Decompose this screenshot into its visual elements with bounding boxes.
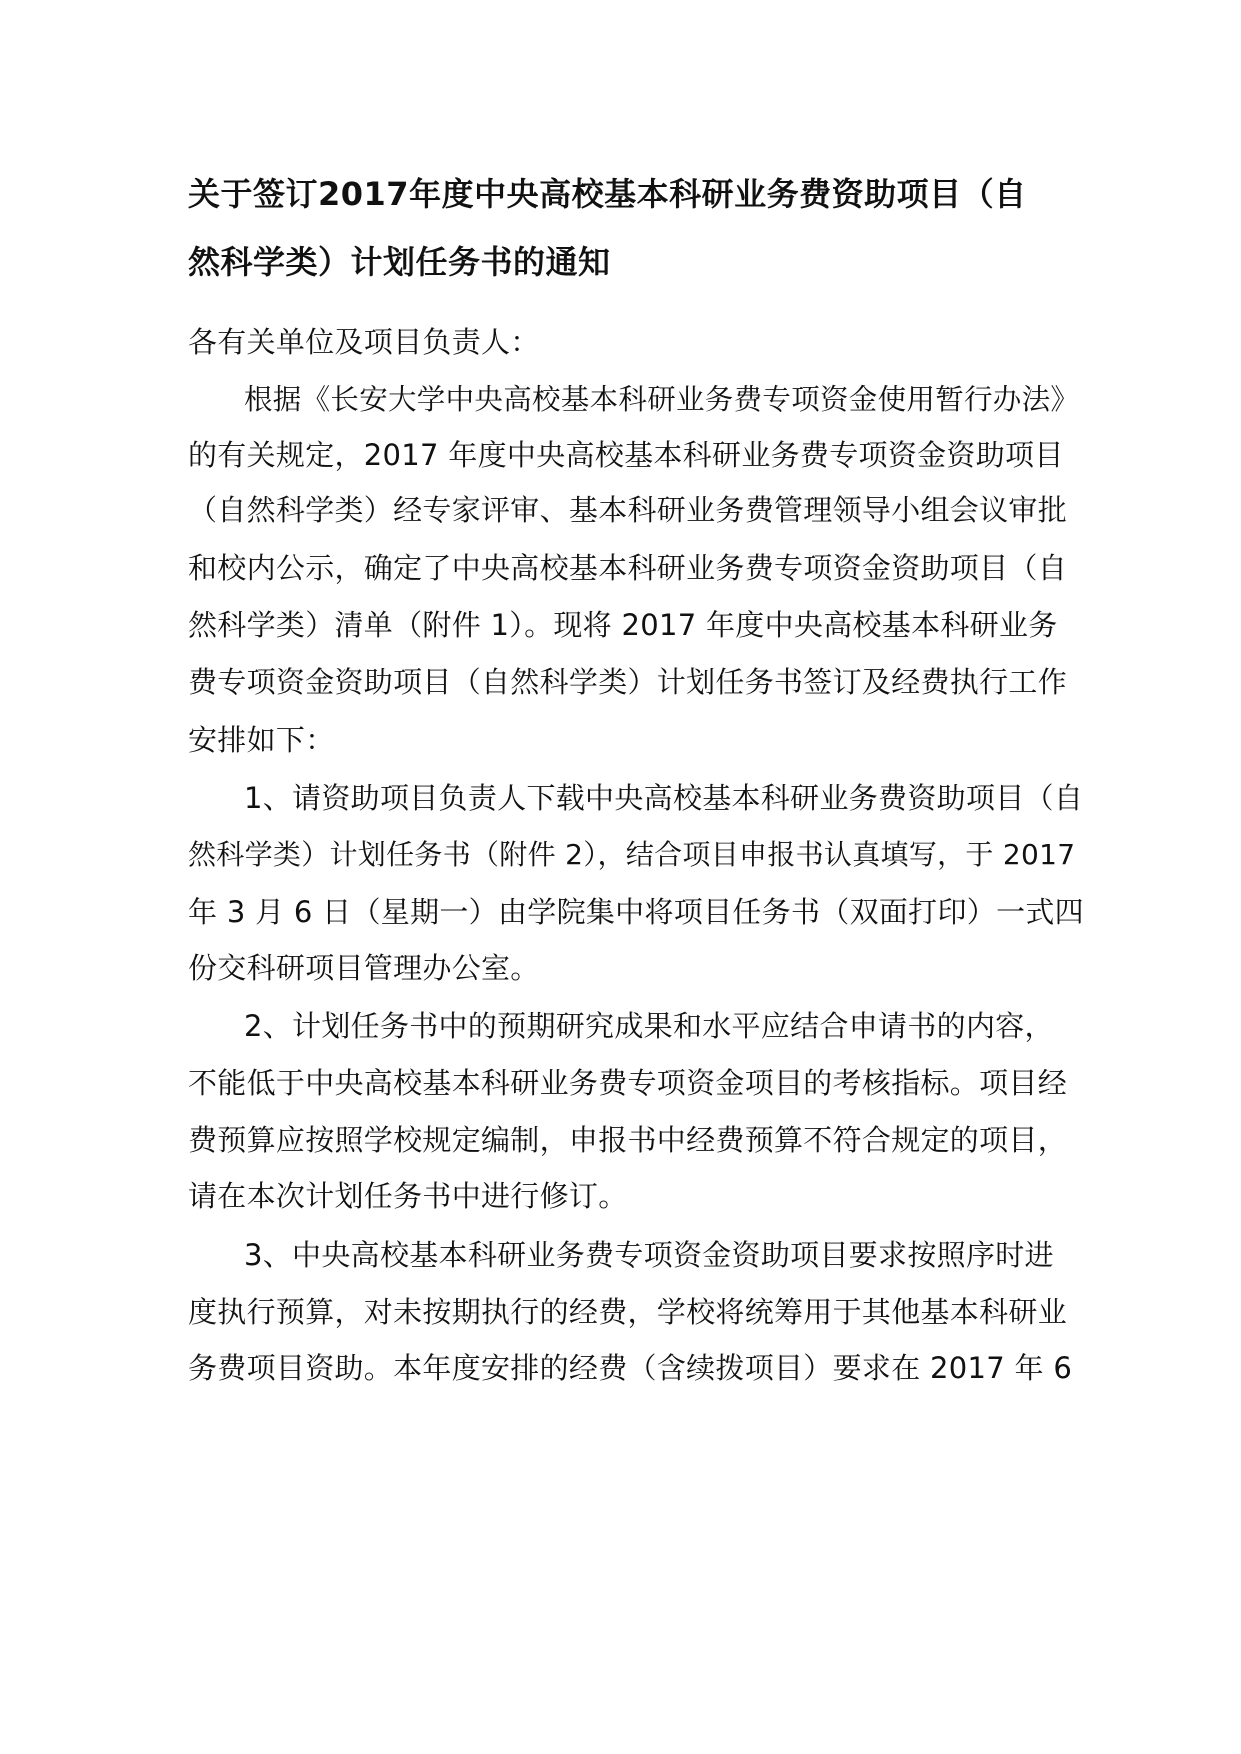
body-line: 1、请资助项目负责人下载中央高校基本科研业务费资助项目（自 [244, 781, 1084, 815]
body-line: 安排如下： [188, 723, 335, 757]
body-line: 请在本次计划任务书中进行修订。 [188, 1179, 628, 1213]
body-line: 然科学类）计划任务书（附件 2），结合项目申报书认真填写，于 2017 [188, 838, 1076, 871]
body-line: 根据《长安大学中央高校基本科研业务费专项资金使用暂行办法》 [244, 383, 1080, 416]
body-line: 不能低于中央高校基本科研业务费专项资金项目的考核指标。项目经 [188, 1066, 1068, 1100]
body-line: 年 3 月 6 日（星期一）由学院集中将项目任务书（双面打印）一式四 [188, 895, 1084, 929]
body-line: 2、计划任务书中的预期研究成果和水平应结合申请书的内容， [244, 1009, 1054, 1043]
document-title: 关于签订2017年度中央高校基本科研业务费资助项目（自然科学类）计划任务书的通知 [188, 175, 1027, 281]
body-line: 份交科研项目管理办公室。 [188, 951, 540, 985]
body-line: 然科学类）清单（附件 1）。现将 2017 年度中央高校基本科研业务 [188, 608, 1058, 642]
body-line: 费预算应按照学校规定编制，申报书中经费预算不符合规定的项目， [188, 1123, 1068, 1157]
body-line: 度执行预算，对未按期执行的经费，学校将统筹用于其他基本科研业 [188, 1295, 1068, 1329]
body-line: 3、中央高校基本科研业务费专项资金资助项目要求按照序时进 [244, 1238, 1054, 1272]
salutation: 各有关单位及项目负责人： [188, 325, 540, 359]
body-line: （自然科学类）经专家评审、基本科研业务费管理领导小组会议审批 [188, 493, 1068, 527]
body-line: 务费项目资助。本年度安排的经费（含续拨项目）要求在 2017 年 6 [188, 1351, 1073, 1385]
body-line: 和校内公示，确定了中央高校基本科研业务费专项资金资助项目（自 [188, 551, 1068, 585]
body-line: 的有关规定，2017 年度中央高校基本科研业务费专项资金资助项目 [188, 438, 1064, 472]
body-line: 费专项资金资助项目（自然科学类）计划任务书签订及经费执行工作 [188, 665, 1068, 699]
